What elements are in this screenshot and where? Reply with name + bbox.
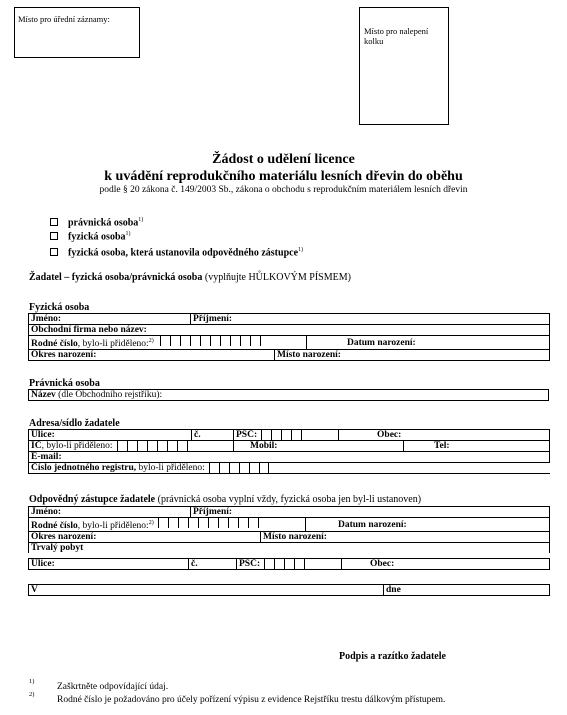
footnote-1-text: Zaškrtněte odpovídající údaj. [57, 682, 169, 692]
stamp-box [359, 7, 449, 125]
representative-heading: Odpovědný zástupce žadatele (právnická osoba vyplní vždy, fyzická osoba jen byl-li ustanoven) [29, 494, 422, 505]
mobile-field[interactable]: Mobil: [234, 441, 404, 452]
email-field[interactable]: E-mail: [29, 452, 550, 463]
page-title-line2: k uvádění reprodukčního materiálu lesních dřevin do oběhu [104, 169, 463, 184]
rep-residence-label: Trvalý pobyt [29, 543, 550, 554]
rep-street-field[interactable]: Ulice: [29, 559, 189, 570]
birth-place-field[interactable]: Místo narození: [275, 350, 550, 361]
birth-date-field[interactable]: Datum narození: [307, 336, 550, 350]
natural-person-table [28, 313, 550, 361]
birth-number-field[interactable]: Rodné číslo, bylo-li přiděleno:$^{2)}$ [29, 336, 307, 350]
street-field[interactable]: Ulice: [29, 430, 192, 441]
checkbox[interactable] [50, 248, 58, 256]
ic-field[interactable]: IČ, bylo-li přiděleno: [29, 441, 234, 452]
rep-birth-date-field[interactable]: Datum narození: [306, 518, 550, 532]
surname-field[interactable]: Příjmení: [191, 314, 550, 325]
natural-person-heading: Fyzická osoba [29, 302, 90, 313]
checkbox[interactable] [50, 218, 58, 226]
place-date-table [28, 584, 550, 596]
registry-number-field[interactable]: Číslo jednotného registru, bylo-li přiděleno: [29, 463, 550, 474]
phone-field[interactable]: Tel: [404, 441, 550, 452]
representative-address-table [28, 558, 550, 570]
signature-label: Podpis a razítko žadatele [339, 651, 446, 662]
rep-street-number-field[interactable]: č. [189, 559, 237, 570]
office-records-label: Místo pro úřední záznamy: [18, 14, 110, 24]
place-field[interactable]: V [29, 585, 384, 596]
applicant-heading: Žadatel – fyzická osoba/právnická osoba (vyplňujte HŮLKOVÝM PÍSMEM) [29, 272, 351, 283]
town-field[interactable]: Obec: [339, 430, 550, 441]
page-title-line1: Žádost o udělení licence [212, 152, 355, 167]
legal-name-field[interactable]: Název (dle Obchodního rejstříku): [29, 390, 549, 401]
footnote-2-text: Rodné číslo je požadováno pro účely pořízení výpisu z evidence Rejstříku trestu dálkovým přístupem. [57, 695, 446, 705]
date-field[interactable]: dne [384, 585, 550, 596]
rep-birth-place-field[interactable]: Místo narození: [261, 532, 550, 543]
rep-birth-number-field[interactable]: Rodné číslo, bylo-li přiděleno:$^{2)}$ [29, 518, 306, 532]
option-natural-person[interactable]: fyzická osoba$^{1)}$ [50, 228, 131, 243]
rep-zip-field[interactable]: PSČ: [237, 559, 342, 570]
footnote-1-number: 1) [29, 678, 35, 685]
office-records-box [14, 7, 140, 58]
footnote-2-number: 2) [29, 691, 35, 698]
name-field[interactable]: Jméno: [29, 314, 191, 325]
address-heading: Adresa/sídlo žadatele [29, 418, 120, 429]
option-natural-person-with-representative[interactable]: fyzická osoba, která ustanovila odpovědného zástupce$^{1)}$ [50, 244, 303, 259]
legal-person-table [28, 389, 549, 401]
option-legal-person[interactable]: právnická osoba$^{1)}$ [50, 214, 143, 229]
checkbox[interactable] [50, 232, 58, 240]
rep-name-field[interactable]: Jméno: [29, 507, 191, 518]
page-subtitle: podle § 20 zákona č. 149/2003 Sb., zákona o obchodu s reprodukčním materiálem lesních dřevin [99, 185, 468, 195]
legal-person-heading: Právnická osoba [29, 378, 100, 389]
business-name-field[interactable]: Obchodní firma nebo název: [29, 325, 550, 336]
representative-table [28, 506, 550, 553]
rep-town-field[interactable]: Obec: [342, 559, 550, 570]
zip-field[interactable]: PSČ: [234, 430, 339, 441]
street-number-field[interactable]: č. [192, 430, 234, 441]
rep-surname-field[interactable]: Příjmení: [191, 507, 550, 518]
birth-district-field[interactable]: Okres narození: [29, 350, 275, 361]
address-table [28, 429, 550, 474]
stamp-box-label: Místo pro nalepení kolku [364, 26, 429, 46]
rep-birth-district-field[interactable]: Okres narození: [29, 532, 261, 543]
